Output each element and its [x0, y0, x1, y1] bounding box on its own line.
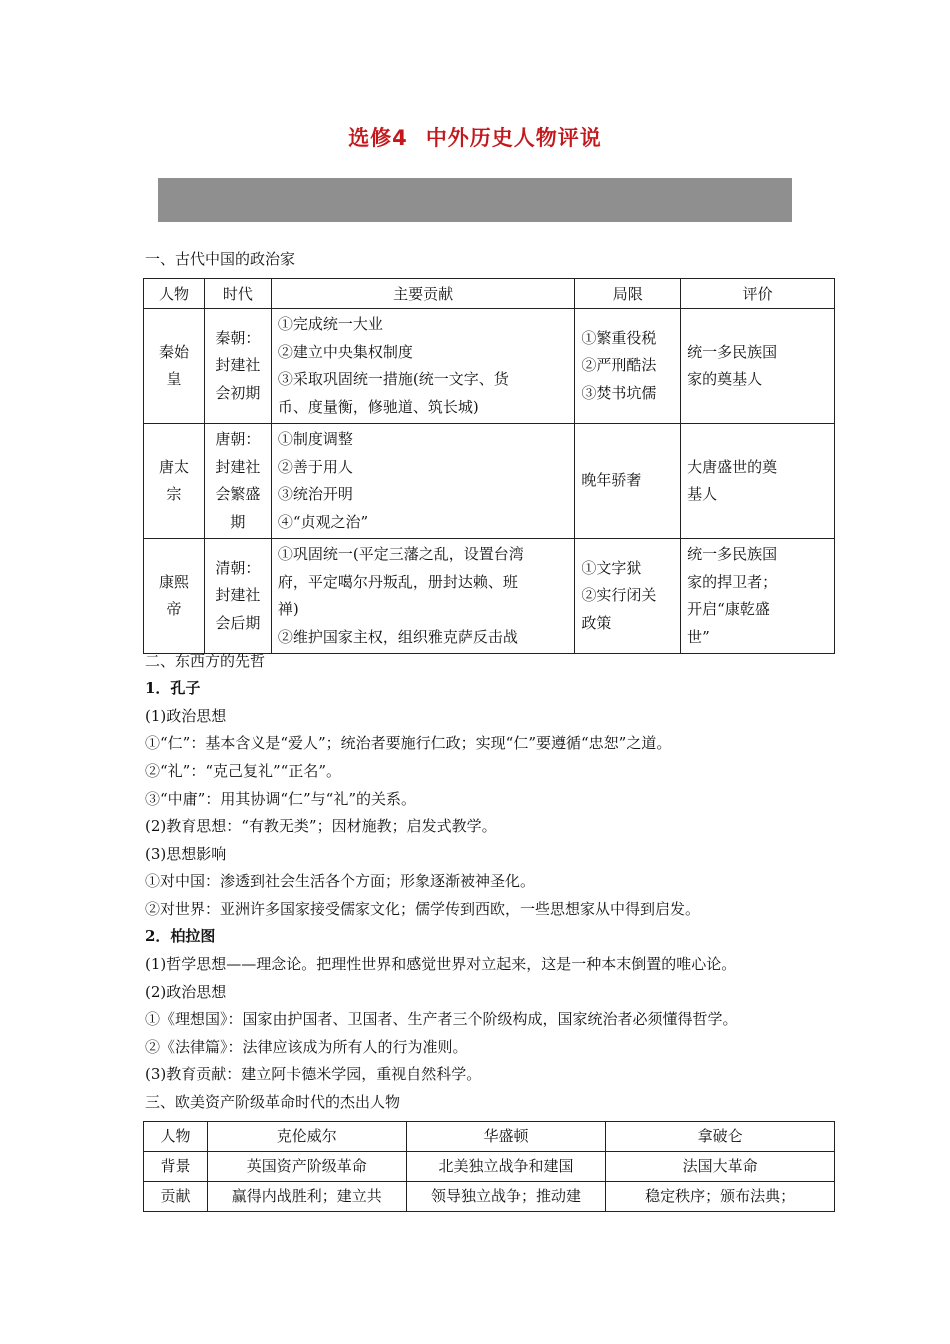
table-row [144, 424, 835, 539]
table2-cell: 领导独立战争；推动建 [406, 1182, 606, 1212]
section-banner [158, 178, 792, 222]
section1-heading: 一、古代中国的政治家 [145, 250, 296, 268]
title-subject: 中外历史人物评说 [425, 126, 602, 150]
table2-cell: 赢得内战胜利；建立共 [207, 1182, 406, 1212]
table2-cell: 北美独立战争和建国 [406, 1152, 606, 1182]
table2-header: 华盛顿 [406, 1122, 606, 1152]
contribution-cell: ①巩固统一(平定三藩之乱，设置台湾 府，平定噶尔丹叛乱，册封达赖、班 禅) ②维护国家主权，组织雅克萨反击战 [271, 539, 574, 654]
table2-cell: 稳定秩序；颁布法典； [606, 1182, 835, 1212]
table2-cell: 背景 [144, 1152, 208, 1182]
table1-header: 时代 [204, 279, 271, 309]
text-line: (3)思想影响 [145, 845, 227, 863]
era-cell: 清朝： 封建社 会后期 [204, 539, 271, 654]
table-row [144, 309, 835, 424]
table1-header-row [144, 279, 835, 309]
text-line: ①对中国：渗透到社会生活各个方面；形象逐渐被神圣化。 [145, 872, 536, 890]
table1-header: 人物 [144, 279, 205, 309]
page-title [0, 122, 950, 152]
politicians-table [143, 278, 835, 654]
evaluation-cell: 大唐盛世的奠 基人 [681, 424, 835, 539]
table1-header: 局限 [575, 279, 681, 309]
revolution-figures-table [143, 1121, 835, 1212]
section2-heading: 二、东西方的先哲 [145, 652, 266, 670]
text-line: ③“中庸”：用其协调“仁”与“礼”的关系。 [145, 790, 417, 808]
subheading-plato: 2．柏拉图 [145, 927, 216, 945]
person-cell: 康熙 帝 [144, 539, 205, 654]
contribution-cell: ①制度调整 ②善于用人 ③统治开明 ④“贞观之治” [271, 424, 574, 539]
table2-cell: 英国资产阶级革命 [207, 1152, 406, 1182]
person-cell: 唐太 宗 [144, 424, 205, 539]
person-cell: 秦始 皇 [144, 309, 205, 424]
era-cell: 秦朝： 封建社 会初期 [204, 309, 271, 424]
table1-header: 评价 [681, 279, 835, 309]
table2-header-row [144, 1122, 835, 1152]
text-line: ①“仁”：基本含义是“爱人”；统治者要施行仁政；实现“仁”要遵循“忠恕”之道。 [145, 734, 672, 752]
text-line: (3)教育贡献：建立阿卡德米学园，重视自然科学。 [145, 1065, 482, 1083]
text-line: ②《法律篇》：法律应该成为所有人的行为准则。 [145, 1038, 468, 1056]
limitation-cell: ①文字狱 ②实行闭关 政策 [575, 539, 681, 654]
text-line: (2)教育思想：“有教无类”；因材施教；启发式教学。 [145, 817, 497, 835]
table2-cell: 贡献 [144, 1182, 208, 1212]
limitation-cell: ①繁重役税 ②严刑酷法 ③焚书坑儒 [575, 309, 681, 424]
text-line: (1)政治思想 [145, 707, 227, 725]
section3-heading: 三、欧美资产阶级革命时代的杰出人物 [145, 1093, 401, 1111]
table2-header: 拿破仑 [606, 1122, 835, 1152]
contribution-cell: ①完成统一大业 ②建立中央集权制度 ③采取巩固统一措施(统一文字、货 币、度量衡，修驰道、筑长城) [271, 309, 574, 424]
limitation-cell: 晚年骄奢 [575, 424, 681, 539]
title-volume: 选修4 [348, 126, 408, 150]
evaluation-cell: 统一多民族国 家的奠基人 [681, 309, 835, 424]
table2-cell: 法国大革命 [606, 1152, 835, 1182]
text-line: (2)政治思想 [145, 983, 227, 1001]
text-line: ②“礼”：“克己复礼”“正名”。 [145, 762, 342, 780]
table2-header: 人物 [144, 1122, 208, 1152]
text-line: ①《理想国》：国家由护国者、卫国者、生产者三个阶级构成，国家统治者必须懂得哲学。 [145, 1010, 738, 1028]
table-row [144, 1182, 835, 1212]
text-line: (1)哲学思想——理念论。把理性世界和感觉世界对立起来，这是一种本末倒置的唯心论。 [145, 955, 737, 973]
text-line: ②对世界：亚洲许多国家接受儒家文化；儒学传到西欧，一些思想家从中得到启发。 [145, 900, 701, 918]
table-row [144, 1152, 835, 1182]
era-cell: 唐朝： 封建社 会繁盛 期 [204, 424, 271, 539]
table2-header: 克伦威尔 [207, 1122, 406, 1152]
subheading-confucius: 1．孔子 [145, 679, 201, 697]
evaluation-cell: 统一多民族国 家的捍卫者； 开启“康乾盛 世” [681, 539, 835, 654]
table-row [144, 539, 835, 654]
table1-header: 主要贡献 [271, 279, 574, 309]
